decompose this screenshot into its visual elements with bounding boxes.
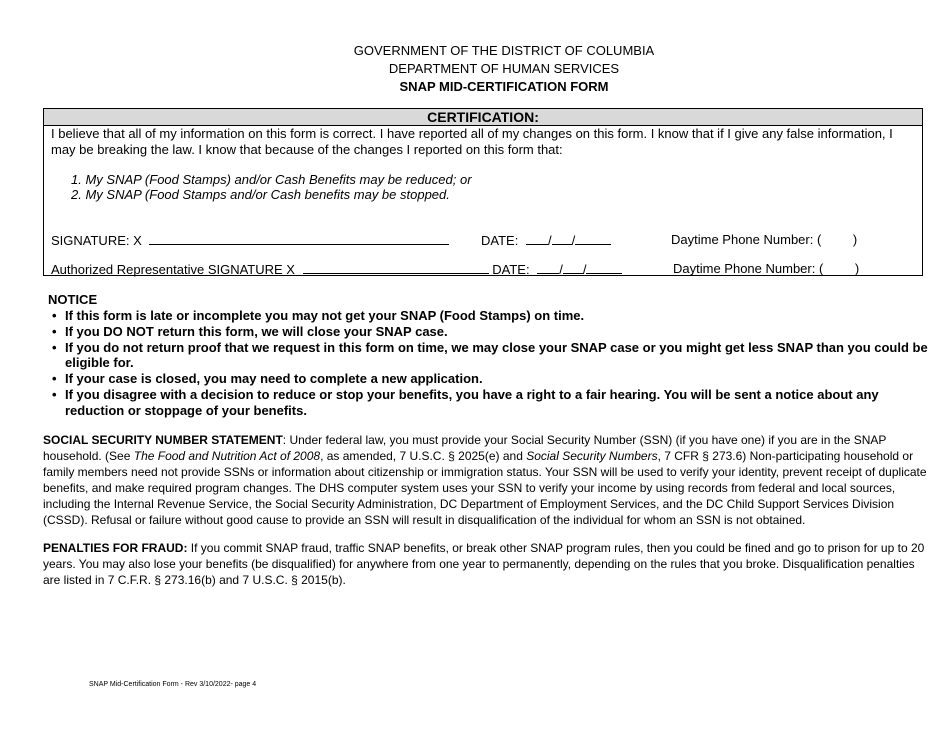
ssn-text: , 7 CFR § 273.6) Non-participating household or family members need not provide SSNs or information about citizenship or immigration status. Your SSN will be used to verify your identity, prevent receipt of duplicate benefits, and make required program changes. The DHS computer system uses your SSN to verify your income by using records from federal and local sources, including the Internal Revenue Service, the Social Security Administration, DC Department of Employment Services, and the DC Child Support Services Division (CSSD). Refusal or failure without good cause to provide an SSN will result in disqualification of the individual for whom an SSN is not obtained. [43,449,927,527]
rep-signature-label: Authorized Representative SIGNATURE X [51,262,295,277]
ssn-regulation-title: Social Security Numbers [526,449,658,463]
header-government: GOVERNMENT OF THE DISTRICT OF COLUMBIA [353,43,655,58]
certification-statement: I believe that all of my information on this form is correct. I have reported all of my changes on this form. I know that if I give any false information, I may be breaking the law. I know that because of the changes I reported on this form that: [51,126,893,157]
date-slash: / [559,262,563,277]
date-field[interactable] [481,232,611,248]
rep-date-label: DATE: [492,262,530,277]
phone-field[interactable] [671,232,857,247]
phone-label: Daytime Phone Number: ( [671,232,822,247]
phone-close-paren: ) [852,232,858,247]
notice-item: • If your case is closed, you may need to complete a new application. [52,371,932,387]
date-label: DATE: [481,233,519,248]
signature-field[interactable] [51,232,449,248]
rep-phone-field[interactable] [673,261,859,276]
certification-item: 2. My SNAP (Food Stamps and/or Cash benefits may be stopped. [71,187,450,202]
ssn-statement [43,432,928,528]
certification-item: 1. My SNAP (Food Stamps) and/or Cash Benefits may be reduced; or [71,172,472,187]
form-title: SNAP MID-CERTIFICATION FORM [399,79,609,94]
form-header [0,42,950,96]
rep-phone-close-paren: ) [854,261,860,276]
date-year-line[interactable] [575,232,611,245]
date-slash: / [582,262,587,277]
date-day-line[interactable] [552,232,572,245]
fraud-penalties [43,540,928,588]
notice-list [52,308,932,419]
date-slash: / [571,233,576,248]
date-month-line[interactable] [526,232,548,245]
fraud-heading: PENALTIES FOR FRAUD: [43,541,188,555]
rep-date-month-line[interactable] [537,261,559,274]
signature-label: SIGNATURE: X [51,233,142,248]
ssn-heading: SOCIAL SECURITY NUMBER STATEMENT [43,433,283,447]
notice-item: • If this form is late or incomplete you may not get your SNAP (Food Stamps) on time. [52,308,932,324]
certification-title: CERTIFICATION: [44,109,922,126]
rep-phone-label: Daytime Phone Number: ( [673,261,824,276]
fraud-text: If you commit SNAP fraud, traffic SNAP benefits, or break other SNAP program rules, then you could be fined and go to prison for up to 20 years. You may also lose your benefits (be disqualified) for anywhere from one year to permanently, depending on the rules that you broke. Disqualification penalties are listed in 7 C.F.R. § 273.16(b) and 7 U.S.C. § 2015(b). [43,541,925,587]
ssn-text: , as amended, 7 U.S.C. § 2025(e) and [320,449,527,463]
ssn-text: : Under federal law, you must provide your Social Security Number (SSN) (if you have one) if you are in the SNAP household. (See [43,433,887,463]
notice-item: • If you disagree with a decision to reduce or stop your benefits, you have a right to a fair hearing. You will be sent a notice about any reduction or stoppage of your benefits. [52,387,932,419]
notice-title: NOTICE [48,292,98,307]
page-footer: SNAP Mid-Certification Form - Rev 3/10/2022- page 4 [89,681,257,688]
rep-signature-line[interactable] [303,261,489,274]
certification-list [71,172,472,202]
ssn-act-title: The Food and Nutrition Act of 2008 [133,449,321,463]
rep-date-year-line[interactable] [586,261,622,274]
date-slash: / [547,233,552,248]
rep-date-day-line[interactable] [563,261,583,274]
notice-item: • If you DO NOT return this form, we will close your SNAP case. [52,324,932,340]
notice-item: • If you do not return proof that we request in this form on time, we may close your SNAP case or you might get less SNAP than you could be eligible for. [52,340,932,372]
header-department: DEPARTMENT OF HUMAN SERVICES [388,61,620,76]
rep-signature-field[interactable] [51,261,622,277]
certification-box [43,108,923,276]
signature-line[interactable] [149,232,449,245]
